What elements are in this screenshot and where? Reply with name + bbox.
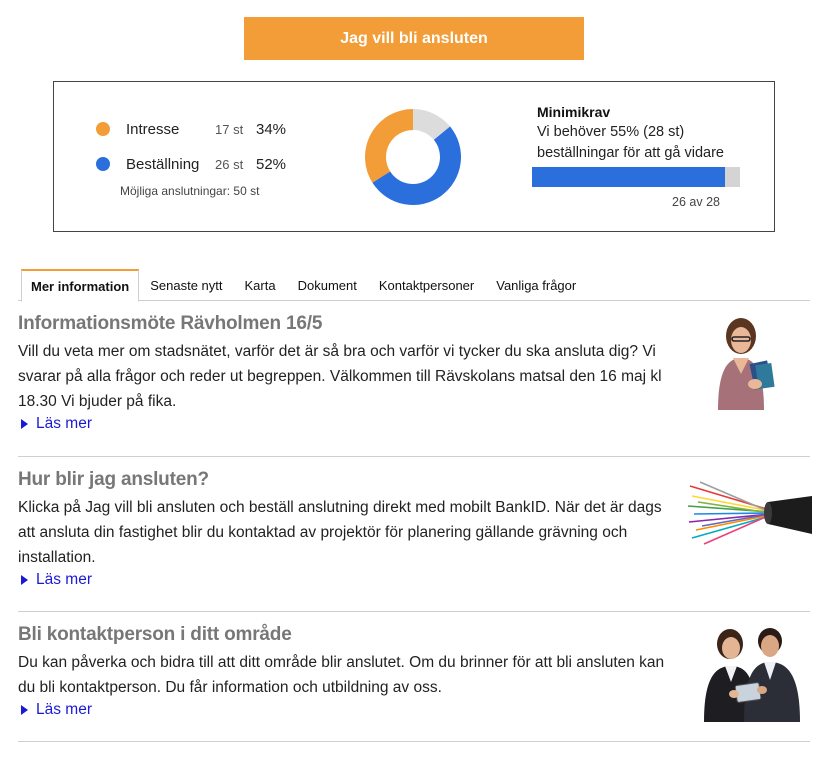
legend-item-order — [96, 155, 287, 173]
tab-more-information[interactable]: Mer information — [21, 269, 139, 302]
legend-label: Intresse — [126, 120, 180, 138]
read-more-label: Läs mer — [36, 701, 92, 718]
connection-stats-panel — [53, 81, 775, 232]
connect-button[interactable]: Jag vill bli ansluten — [244, 17, 584, 60]
divider — [18, 456, 810, 457]
orange-dot-icon — [96, 122, 110, 136]
read-more-link[interactable] — [18, 415, 810, 433]
article-info-meeting — [18, 313, 810, 433]
article-body: Klicka på Jag vill bli ansluten och beställ anslutning direkt med mobilt BankID. När det är dags att ansluta din fastighet blir du kontaktad av projektör för planering gällande grävning och installation. — [18, 499, 662, 566]
article-title: Bli kontaktperson i ditt område — [18, 624, 292, 645]
legend-percent: 34% — [256, 120, 287, 138]
legend-percent: 52% — [256, 155, 287, 173]
caret-right-icon — [21, 419, 28, 429]
read-more-link[interactable] — [18, 571, 810, 589]
tab-faq[interactable]: Vanliga frågor — [496, 277, 577, 293]
legend-count: 17 st — [215, 121, 244, 137]
read-more-link[interactable] — [18, 701, 810, 719]
minimum-text: Vi behöver 55% (28 st) beställningar för att gå vidare — [537, 124, 724, 161]
read-more-label: Läs mer — [36, 571, 92, 588]
progress-caption: 26 av 28 — [672, 195, 720, 209]
progress-bar — [532, 167, 740, 187]
legend-item-interest — [96, 120, 287, 138]
divider — [18, 611, 810, 612]
legend-count: 26 st — [215, 156, 244, 172]
tab-map[interactable]: Karta — [244, 277, 276, 293]
tab-contact-persons[interactable]: Kontaktpersoner — [378, 277, 475, 293]
tab-documents[interactable]: Dokument — [297, 277, 357, 293]
progress-bar-fill — [532, 167, 725, 187]
donut-chart — [363, 107, 463, 207]
minimum-title: Minimikrav — [537, 104, 611, 120]
business-people-icon — [696, 624, 806, 722]
fiber-cable-icon — [686, 478, 812, 548]
article-title: Informationsmöte Rävholmen 16/5 — [18, 313, 323, 334]
tab-bar — [18, 269, 810, 301]
blue-dot-icon — [96, 157, 110, 171]
article-body: Du kan påverka och bidra till att ditt område blir anslutet. Om du brinner för att bli ansluten kan du bli kontaktperson. Du får information och utbildning av oss. — [18, 654, 665, 696]
article-title: Hur blir jag ansluten? — [18, 469, 209, 490]
legend-label: Beställning — [126, 155, 200, 173]
caret-right-icon — [21, 705, 28, 715]
woman-with-books-icon — [702, 314, 784, 410]
possible-connections: Möjliga anslutningar: 50 st — [120, 184, 260, 198]
article-body: Vill du veta mer om stadsnätet, varför det är så bra och varför vi tycker du ska ansluta dig? Vi svarar på alla frågor och reder ut begreppen. Välkommen till Rävskolans matsal den 16 maj kl 18.30 Vi bjuder på fika. — [18, 343, 662, 410]
donut-segment-interest — [365, 109, 413, 183]
tab-latest-news[interactable]: Senaste nytt — [150, 277, 223, 293]
article-contact-person — [18, 624, 810, 719]
read-more-label: Läs mer — [36, 415, 92, 432]
divider — [18, 741, 810, 742]
caret-right-icon — [21, 575, 28, 585]
